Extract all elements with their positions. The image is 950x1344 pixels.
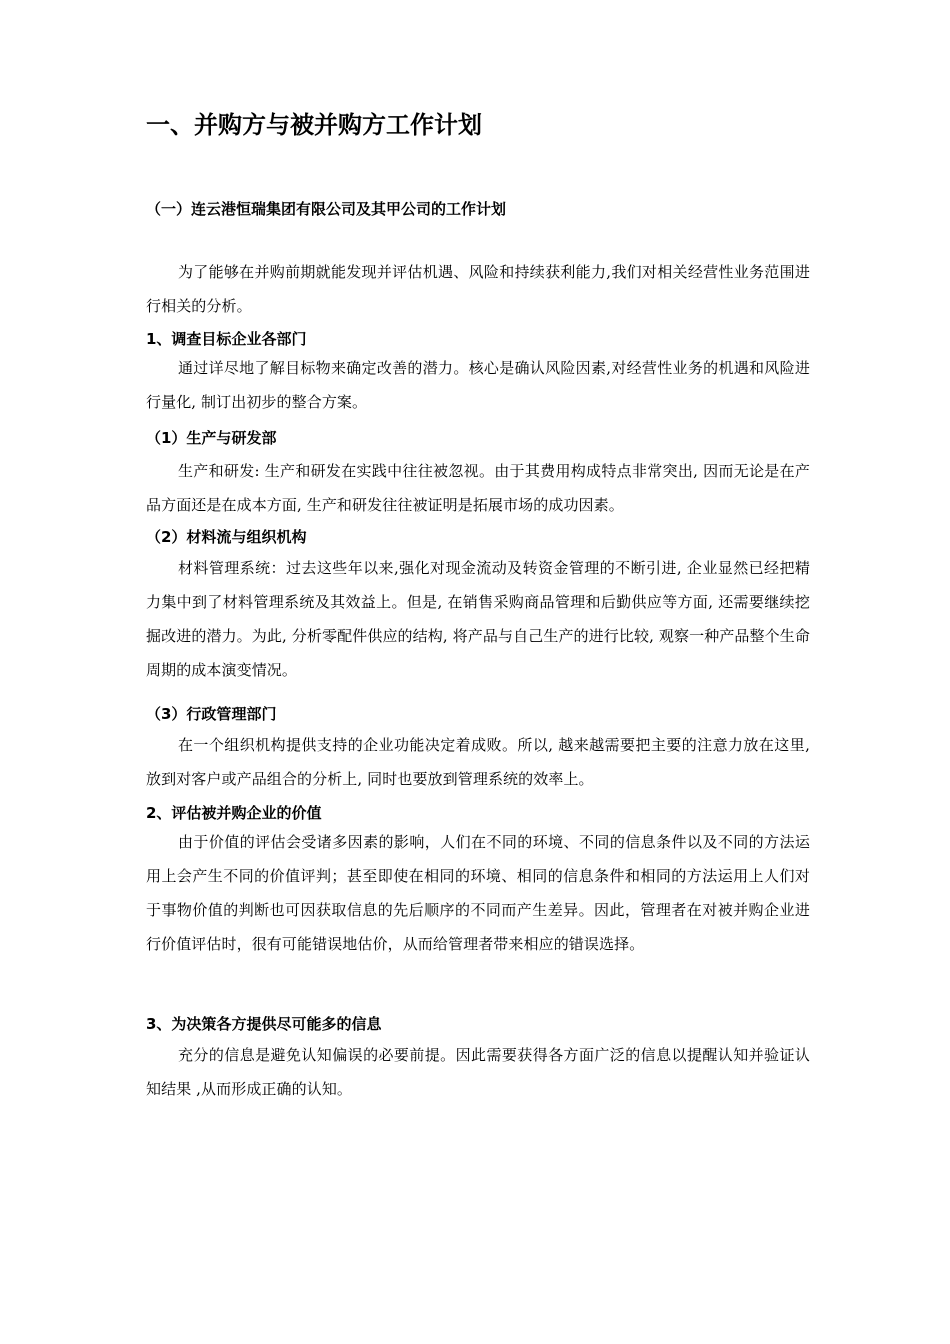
subsection-3-heading: （3）行政管理部门 [146,705,277,723]
section-3-paragraph: 充分的信息是避免认知偏误的必要前提。因此需要获得各方面广泛的信息以提醒认知并验证认知结果 ,从而形成正确的认知。 [146,1046,810,1098]
section-subtitle: （一）连云港恒瑞集团有限公司及其甲公司的工作计划 [146,200,507,218]
subsection-2-paragraph: 材料管理系统：过去这些年以来,强化对现金流动及转资金管理的不断引进, 企业显然已经把精力集中到了材料管理系统及其效益上。但是, 在销售采购商品管理和后勤供应等方面, 还需要继续挖掘改进的潜力。为此, 分析零配件供应的结构, 将产品与自己生产的进行比较, 观察一种产品整个生命周期的成本演变情况。 [146,559,810,679]
subsection-3-paragraph: 在一个组织机构提供支持的企业功能决定着成败。所以, 越来越需要把主要的注意力放在这里, 放到对客户或产品组合的分析上, 同时也要放到管理系统的效率上。 [146,736,810,788]
section-1-paragraph: 通过详尽地了解目标物来确定改善的潜力。核心是确认风险因素,对经营性业务的机遇和风险进行量化, 制订出初步的整合方案。 [146,359,810,411]
subsection-2-heading: （2）材料流与组织机构 [146,528,307,546]
section-2-heading: 2、评估被并购企业的价值 [146,804,322,822]
section-3-heading: 3、为决策各方提供尽可能多的信息 [146,1015,382,1033]
subsection-1-heading: （1）生产与研发部 [146,429,277,447]
section-2-paragraph: 由于价值的评估会受诸多因素的影响，人们在不同的环境、不同的信息条件以及不同的方法运用上会产生不同的价值评判；甚至即使在相同的环境、相同的信息条件和相同的方法运用上人们对于事物价值的判断也可因获取信息的先后顺序的不同而产生差异。因此，管理者在对被并购企业进行价值评估时，很有可能错误地估价，从而给管理者带来相应的错误选择。 [146,833,810,953]
section-1-heading: 1、调查目标企业各部门 [146,330,307,348]
intro-paragraph: 为了能够在并购前期就能发现并评估机遇、风险和持续获利能力,我们对相关经营性业务范围进行相关的分析。 [146,263,810,315]
document-title: 一、并购方与被并购方工作计划 [146,111,482,139]
subsection-1-paragraph: 生产和研发: 生产和研发在实践中往往被忽视。由于其费用构成特点非常突出, 因而无论是在产品方面还是在成本方面, 生产和研发往往被证明是拓展市场的成功因素。 [146,462,810,514]
